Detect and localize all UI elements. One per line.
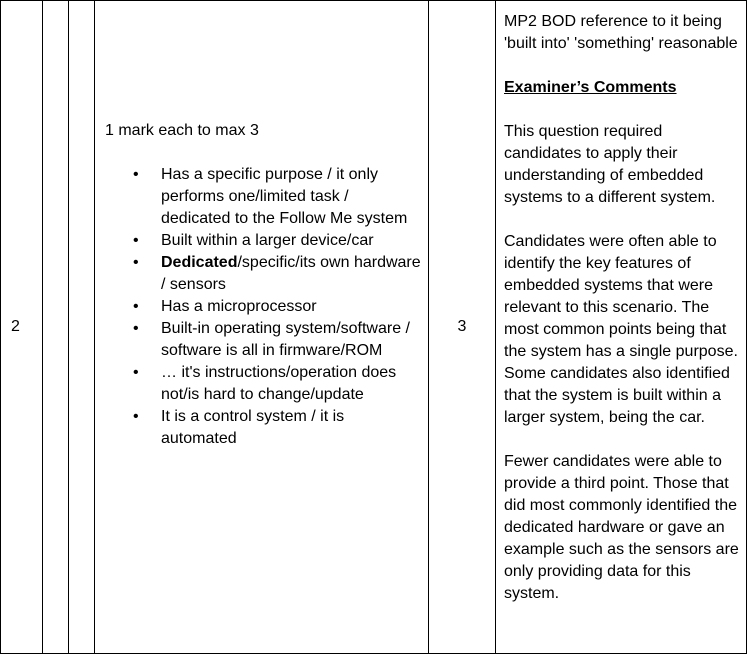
question-number: 2 (11, 318, 20, 335)
comment-paragraph: Candidates were often able to identify the key features of embedded systems that were relevant to this scenario. The most common points being that the system has a single purpose. Some candidates also identified that the system is built within a larger system, being the car. (504, 233, 738, 426)
marks-value: 3 (457, 318, 467, 335)
list-item: • It is a control system / it is automated (161, 406, 422, 450)
examiners-comments-heading: Examiner’s Comments (504, 79, 677, 96)
list-item: • Has a microprocessor (161, 296, 422, 318)
list-item: • Built within a larger device/car (161, 230, 422, 252)
list-item: • Dedicated/specific/its own hardware / sensors (161, 252, 422, 296)
answer-cell (95, 1, 429, 654)
list-item: • … it's instructions/operation does not/is hard to change/update (161, 362, 422, 406)
emphasis-dedicated: Dedicated (161, 254, 238, 271)
answer-points-list (105, 164, 422, 450)
guidance-note: MP2 BOD reference to it being 'built into' 'something' reasonable (504, 13, 738, 52)
table-row (1, 1, 747, 654)
comment-paragraph: This question required candidates to apply their understanding of embedded systems to a different system. (504, 123, 716, 206)
sub-question-cell (43, 1, 69, 654)
list-item: • Built-in operating system/software / software is all in firmware/ROM (161, 318, 422, 362)
list-item: • Has a specific purpose / it only performs one/limited task / dedicated to the Follow Me system (161, 164, 422, 230)
question-number-cell (1, 1, 43, 654)
guidance-cell (496, 1, 747, 654)
marks-cell (429, 1, 496, 654)
comment-paragraph: Fewer candidates were able to provide a third point. Those that did most commonly identified the dedicated hardware or gave an example such as the sensors are only providing data for this system. (504, 453, 739, 602)
answer-intro: 1 mark each to max 3 (105, 122, 259, 139)
sub-part-cell (69, 1, 95, 654)
